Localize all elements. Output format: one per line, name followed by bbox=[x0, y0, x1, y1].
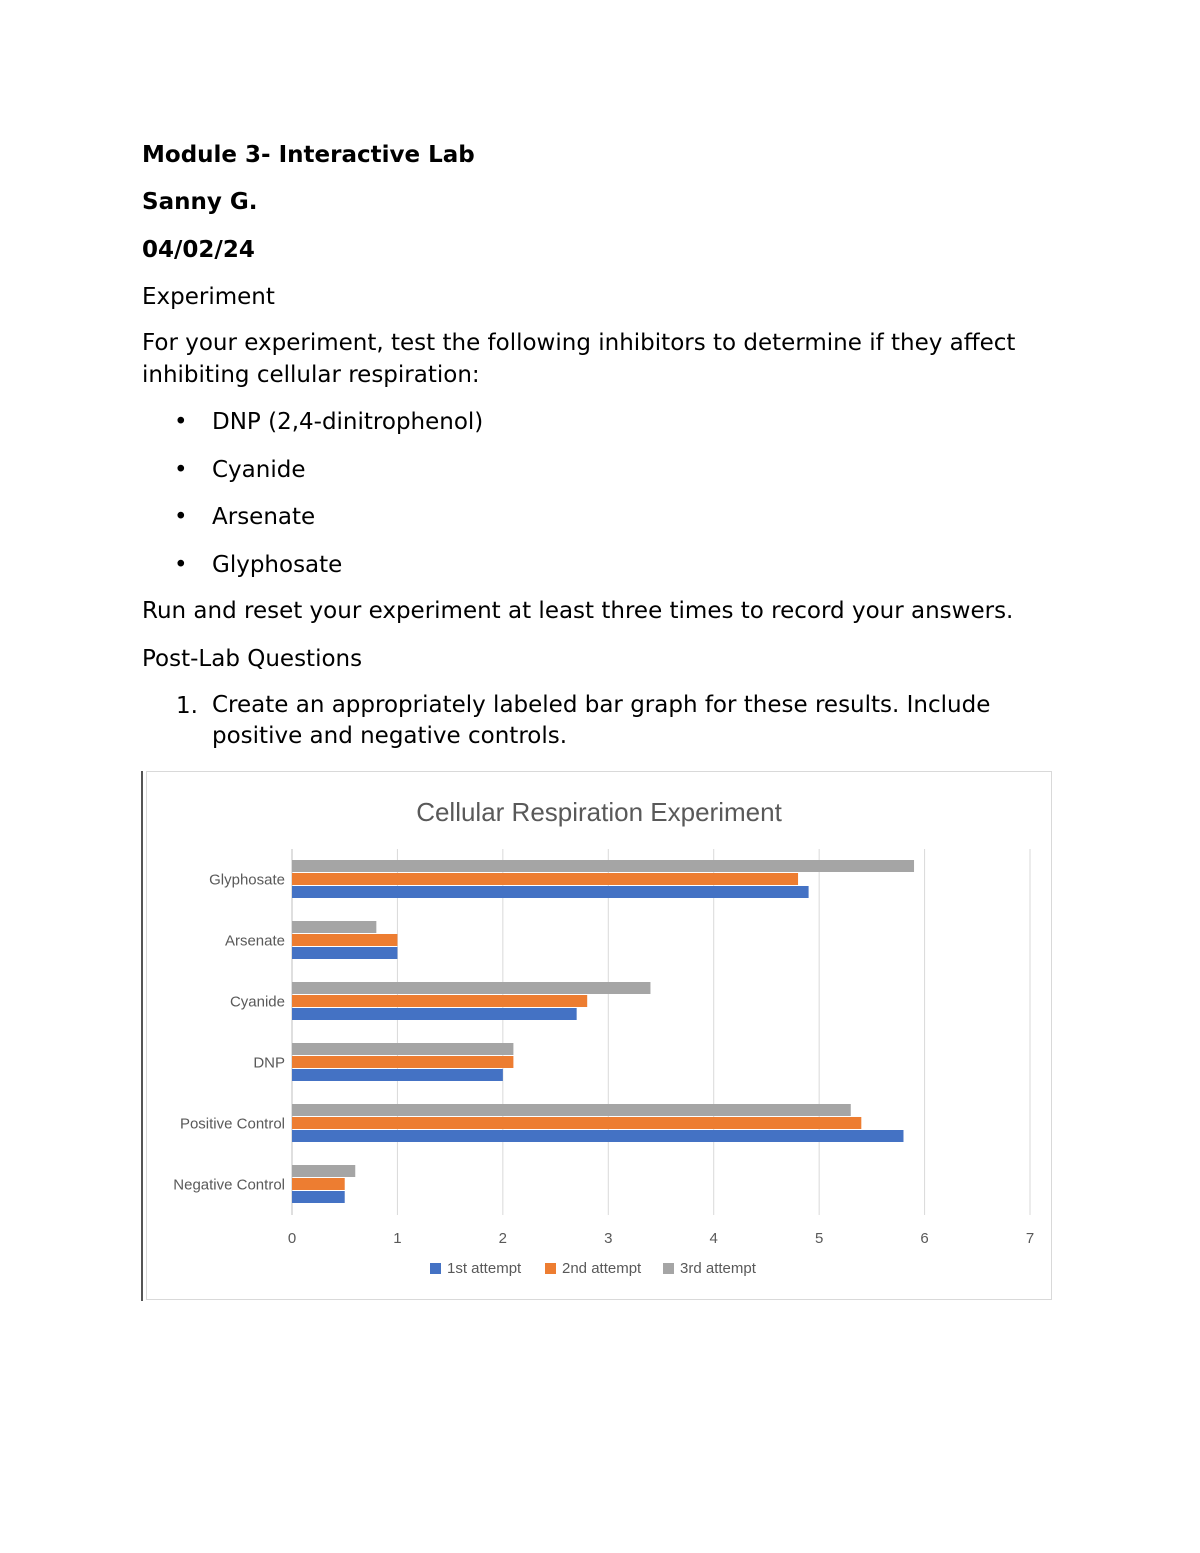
y-category-label: Negative Control bbox=[173, 1176, 285, 1194]
legend-swatch bbox=[663, 1263, 674, 1274]
bullet-marker: • bbox=[174, 409, 188, 435]
list-item: Glyphosate bbox=[212, 552, 343, 578]
experiment-intro-line-2: inhibiting cellular respiration: bbox=[142, 362, 480, 388]
y-category-label: Glyphosate bbox=[209, 871, 285, 889]
bar-chart bbox=[146, 771, 1052, 1300]
bar bbox=[292, 1191, 345, 1203]
bar bbox=[292, 1130, 903, 1142]
bar bbox=[292, 995, 587, 1007]
bar bbox=[292, 1056, 513, 1068]
bar bbox=[292, 1069, 503, 1081]
experiment-intro-line-1: For your experiment, test the following inhibitors to determine if they affect bbox=[142, 330, 1016, 356]
bar bbox=[292, 1104, 851, 1116]
bar bbox=[292, 886, 809, 898]
question-number: 1. bbox=[176, 693, 198, 719]
bullet-marker: • bbox=[174, 552, 188, 578]
bar bbox=[292, 1178, 345, 1190]
legend-label: 3rd attempt bbox=[680, 1260, 756, 1277]
legend-swatch bbox=[545, 1263, 556, 1274]
bar bbox=[292, 921, 376, 933]
list-item: DNP (2,4-dinitrophenol) bbox=[212, 409, 484, 435]
bar bbox=[292, 860, 914, 872]
x-tick-label: 7 bbox=[1025, 1230, 1035, 1247]
x-tick-label: 5 bbox=[814, 1230, 824, 1247]
x-tick-label: 3 bbox=[604, 1230, 613, 1247]
x-tick-label: 0 bbox=[287, 1230, 297, 1247]
list-item: Cyanide bbox=[212, 457, 306, 483]
author-name: Sanny G. bbox=[142, 189, 258, 215]
bar bbox=[292, 982, 650, 994]
x-tick-label: 4 bbox=[709, 1230, 718, 1247]
x-tick-label: 1 bbox=[393, 1230, 402, 1247]
bar bbox=[292, 873, 798, 885]
bar bbox=[292, 947, 397, 959]
chart-title: Cellular Respiration Experiment bbox=[416, 797, 782, 827]
question-1-line-1: Create an appropriately labeled bar graph for these results. Include bbox=[212, 692, 991, 718]
experiment-heading: Experiment bbox=[142, 284, 275, 310]
legend-label: 2nd attempt bbox=[562, 1260, 642, 1277]
x-tick-label: 6 bbox=[920, 1230, 929, 1247]
bullet-marker: • bbox=[174, 504, 188, 530]
list-item: Arsenate bbox=[212, 504, 316, 530]
legend-label: 1st attempt bbox=[447, 1260, 522, 1277]
legend-swatch bbox=[430, 1263, 441, 1274]
bar bbox=[292, 934, 397, 946]
y-category-label: Cyanide bbox=[229, 993, 285, 1011]
experiment-instruction: Run and reset your experiment at least three times to record your answers. bbox=[142, 598, 1014, 624]
document-date: 04/02/24 bbox=[142, 237, 255, 263]
bullet-marker: • bbox=[174, 457, 188, 483]
y-category-label: Arsenate bbox=[224, 932, 285, 950]
document-title: Module 3- Interactive Lab bbox=[142, 142, 475, 168]
bar bbox=[292, 1008, 577, 1020]
bar bbox=[292, 1043, 513, 1055]
chart-left-border bbox=[141, 771, 143, 1301]
bar bbox=[292, 1117, 861, 1129]
bar bbox=[292, 1165, 355, 1177]
question-1-line-2: positive and negative controls. bbox=[212, 723, 568, 749]
y-category-label: DNP bbox=[253, 1054, 285, 1072]
y-category-label: Positive Control bbox=[179, 1115, 285, 1133]
post-lab-heading: Post-Lab Questions bbox=[142, 646, 363, 672]
x-tick-label: 2 bbox=[498, 1230, 508, 1247]
